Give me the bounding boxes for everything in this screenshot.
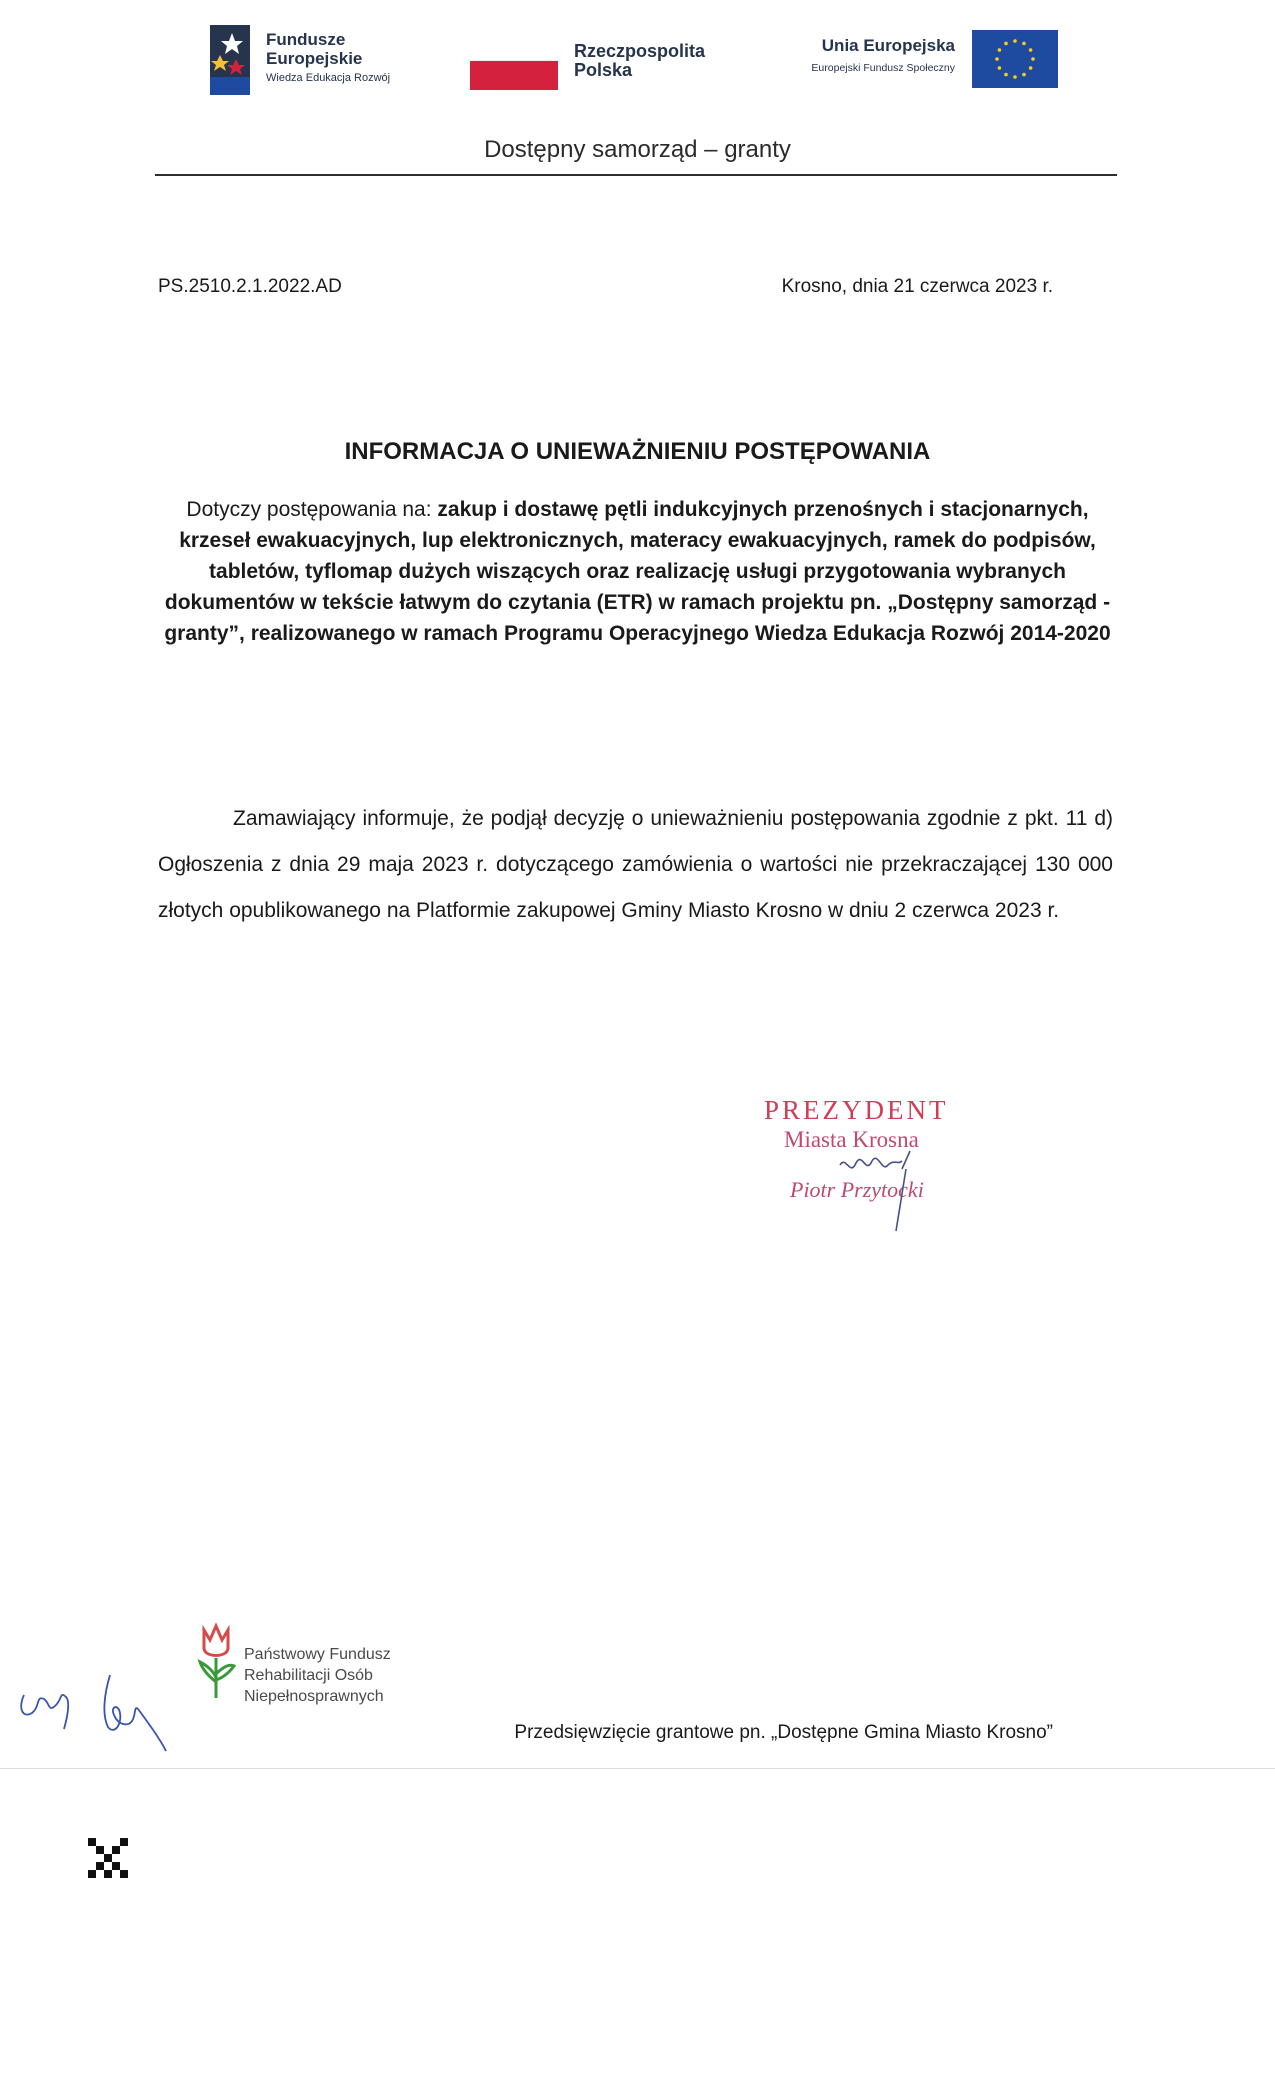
fundusze-europejskie-text bbox=[266, 31, 390, 84]
eu-star-icon bbox=[1029, 48, 1033, 52]
eu-star-icon bbox=[1022, 42, 1026, 46]
eu-star-icon bbox=[1031, 57, 1035, 61]
subject-paragraph bbox=[150, 494, 1125, 649]
eu-flag-icon bbox=[972, 30, 1058, 88]
program-title: Dostępny samorząd – granty bbox=[484, 136, 791, 163]
eu-star-icon bbox=[1029, 66, 1033, 70]
handwritten-signature bbox=[810, 1125, 970, 1235]
rzeczpospolita-logo-text bbox=[574, 42, 705, 80]
document-title: INFORMACJA O UNIEWAŻNIENIU POSTĘPOWANIA bbox=[344, 438, 931, 465]
footer-project-name: Przedsięwzięcie grantowe pn. „Dostępne Gmina Miasto Krosno” bbox=[514, 1722, 1053, 1743]
subject-description: zakup i dostawę pętli indukcyjnych przenośnych i stacjonarnych, krzeseł ewakuacyjnych, lup elektronicznych, materacy ewakuacyjnych, ramek do podpisów, tabletów, tyflomap dużych wiszących oraz realizację usługi przygotowania wybranych dokumentów w tekście łatwym do czytania (ETR) w ramach projektu pn. „Dostępny samorząd - granty”, realizowanego w ramach Programu Operacyjnego Wiedza Edukacja Rozwój 2014-2020 bbox=[164, 498, 1111, 645]
place-and-date: Krosno, dnia 21 czerwca 2023 r. bbox=[781, 276, 1053, 297]
eu-logo-line2: Europejski Fundusz Społeczny bbox=[811, 62, 955, 74]
reference-number: PS.2510.2.1.2022.AD bbox=[158, 276, 342, 297]
subject-prefix: Dotyczy postępowania na: bbox=[186, 498, 438, 521]
eu-star-icon bbox=[1022, 73, 1026, 77]
eu-logo-text bbox=[770, 36, 955, 74]
stamp-title: PREZYDENT bbox=[764, 1095, 949, 1125]
stamp-name: Piotr Przytocki bbox=[790, 1177, 924, 1202]
pfron-line1: Państwowy Fundusz bbox=[244, 1646, 391, 1663]
fe-logo-line3: Wiedza Edukacja Rozwój bbox=[266, 72, 391, 84]
qr-code-icon bbox=[88, 1838, 128, 1878]
pfron-line3: Niepełnosprawnych bbox=[244, 1688, 384, 1705]
pfron-tulip-icon bbox=[196, 1622, 236, 1700]
fundusze-europejskie-star-icon bbox=[210, 25, 250, 95]
eu-star-icon bbox=[1013, 39, 1017, 43]
header-divider bbox=[155, 174, 1117, 176]
eu-star-icon bbox=[1013, 75, 1017, 79]
eu-star-icon bbox=[998, 48, 1002, 52]
eu-star-icon bbox=[1004, 42, 1008, 46]
rp-logo-line1: Rzeczpospolita bbox=[574, 41, 706, 61]
page-divider bbox=[0, 1768, 1275, 1769]
eu-logo-line1: Unia Europejska bbox=[821, 36, 955, 55]
pfron-line2: Rehabilitacji Osób bbox=[244, 1667, 373, 1684]
poland-flag-icon bbox=[470, 60, 558, 90]
fe-logo-line2: Europejskie bbox=[266, 49, 363, 68]
rp-logo-line2: Polska bbox=[574, 60, 633, 80]
fe-logo-line1: Fundusze bbox=[266, 30, 346, 49]
signature-stamp bbox=[740, 1095, 1040, 1235]
eu-star-icon bbox=[1004, 73, 1008, 77]
eu-star-icon bbox=[998, 66, 1002, 70]
fundusze-europejskie-logo bbox=[210, 25, 425, 97]
pfron-logo-text bbox=[244, 1644, 391, 1707]
eu-star-icon bbox=[995, 57, 999, 61]
body-paragraph: Zamawiający informuje, że podjął decyzję o unieważnieniu postępowania zgodnie z pkt. 11 d) Ogłoszenia z dnia 29 maja 2023 r. dotyczącego zamówienia o wartości nie przekraczającej 130 000 złotych opublikowanego na Platformie zakupowej Gminy Miasto Krosno w dniu 2 czerwca 2023 r. bbox=[158, 807, 1113, 922]
handwritten-initials bbox=[10, 1655, 180, 1755]
stamp-city: Miasta Krosna bbox=[784, 1127, 919, 1152]
